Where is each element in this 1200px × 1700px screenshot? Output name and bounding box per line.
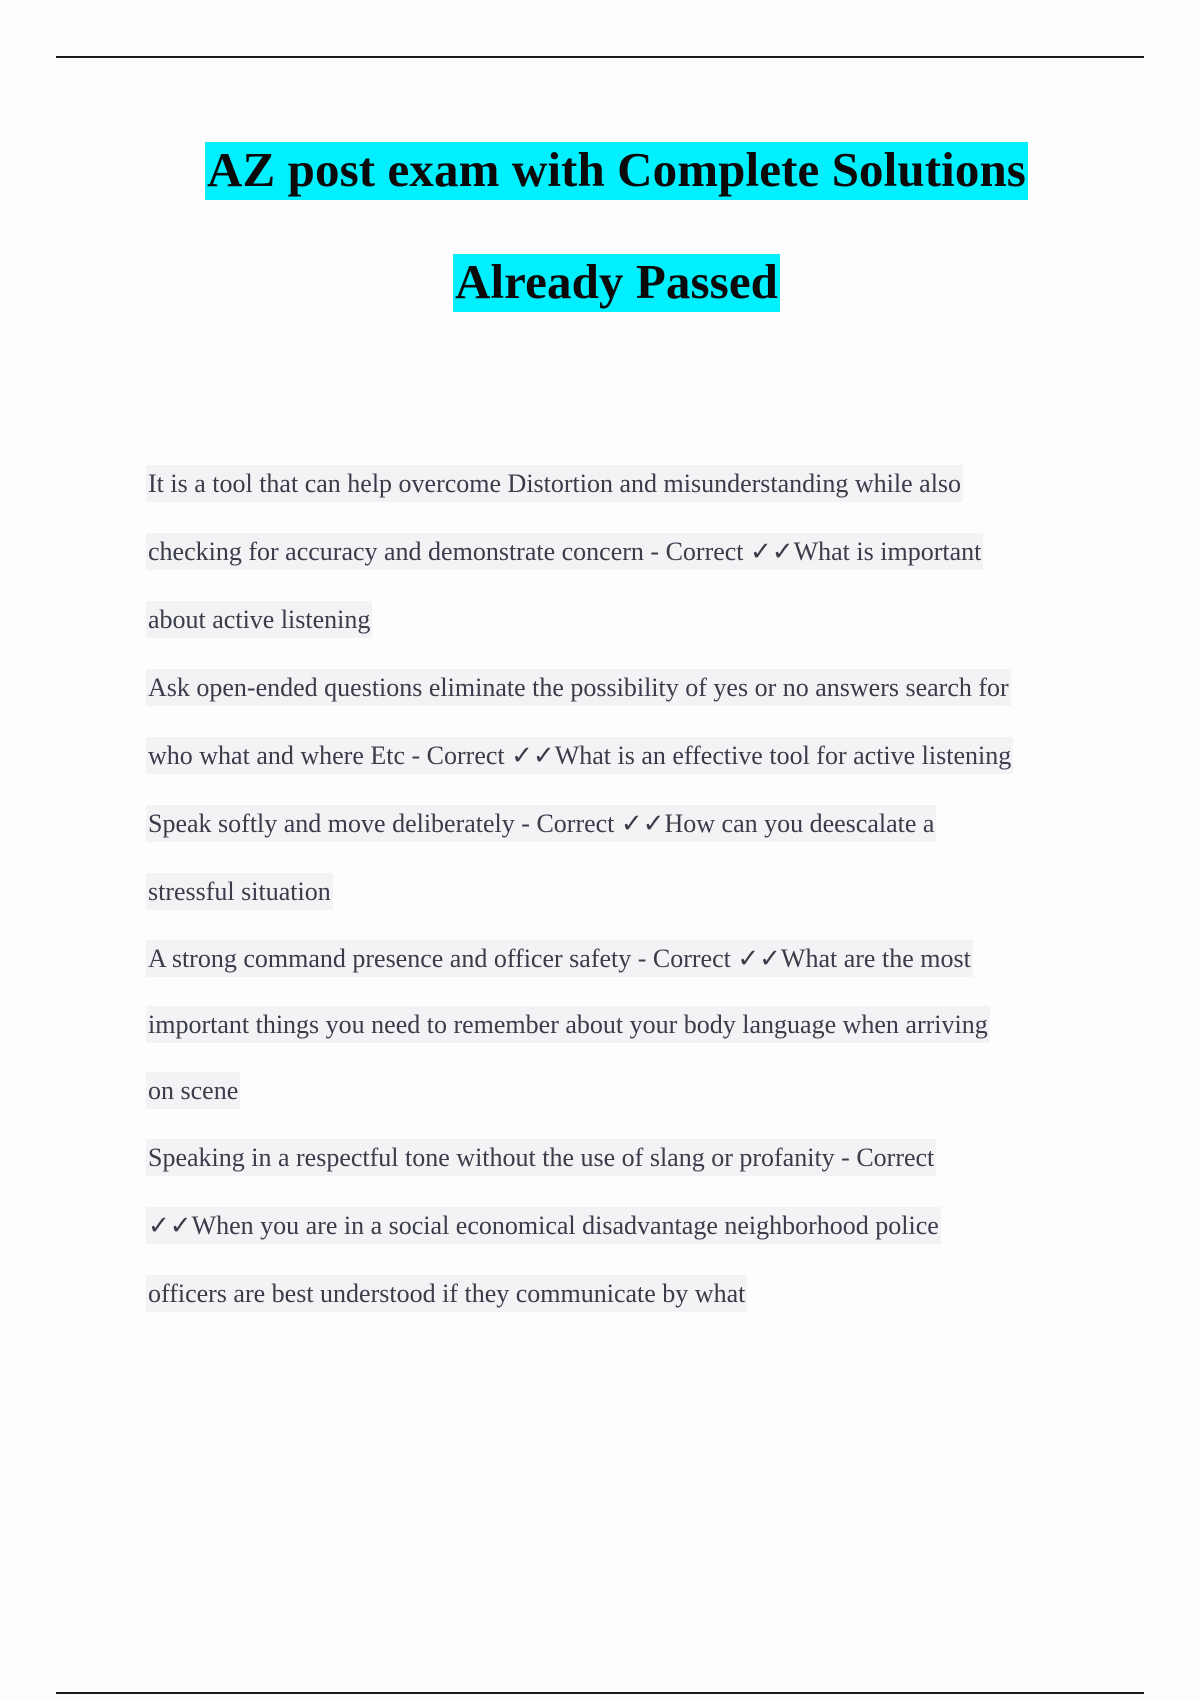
footer-rule	[56, 1692, 1144, 1694]
qa-entry-2-line-2: who what and where Etc - Correct ✓✓What is an effective tool for active listening	[146, 737, 1013, 774]
qa-entry-5	[146, 1124, 1146, 1328]
qa-entry-5-line-1: Speaking in a respectful tone without the use of slang or profanity - Correct	[146, 1139, 936, 1176]
qa-entry-5-line-2: ✓✓When you are in a social economical disadvantage neighborhood police	[146, 1207, 941, 1244]
qa-entry-2-line-1: Ask open-ended questions eliminate the possibility of yes or no answers search for	[146, 669, 1011, 706]
title-line-1	[0, 142, 1200, 200]
qa-entry-4-line-3: on scene	[146, 1072, 240, 1109]
qa-entry-4-line-1: A strong command presence and officer safety - Correct ✓✓What are the most	[146, 940, 973, 977]
qa-entry-4-line-2: important things you need to remember about your body language when arriving	[146, 1006, 990, 1043]
qa-list	[146, 450, 1146, 1328]
qa-entry-2	[146, 654, 1146, 790]
qa-entry-5-line-3: officers are best understood if they communicate by what	[146, 1275, 747, 1312]
title-line-2-text: Already Passed	[453, 254, 780, 312]
qa-entry-3-line-1: Speak softly and move deliberately - Correct ✓✓How can you deescalate a	[146, 805, 936, 842]
qa-entry-3	[146, 790, 1146, 926]
title-line-2	[0, 254, 1200, 312]
header-rule	[56, 56, 1144, 58]
document-title	[0, 142, 1200, 366]
title-line-1-text: AZ post exam with Complete Solutions	[205, 142, 1028, 200]
qa-entry-1-line-1: It is a tool that can help overcome Distortion and misunderstanding while also	[146, 465, 963, 502]
qa-entry-1-line-3: about active listening	[146, 601, 372, 638]
qa-entry-1-line-2: checking for accuracy and demonstrate concern - Correct ✓✓What is important	[146, 533, 983, 570]
qa-entry-4	[146, 926, 1146, 1124]
qa-entry-1	[146, 450, 1146, 654]
qa-entry-3-line-2: stressful situation	[146, 873, 333, 910]
